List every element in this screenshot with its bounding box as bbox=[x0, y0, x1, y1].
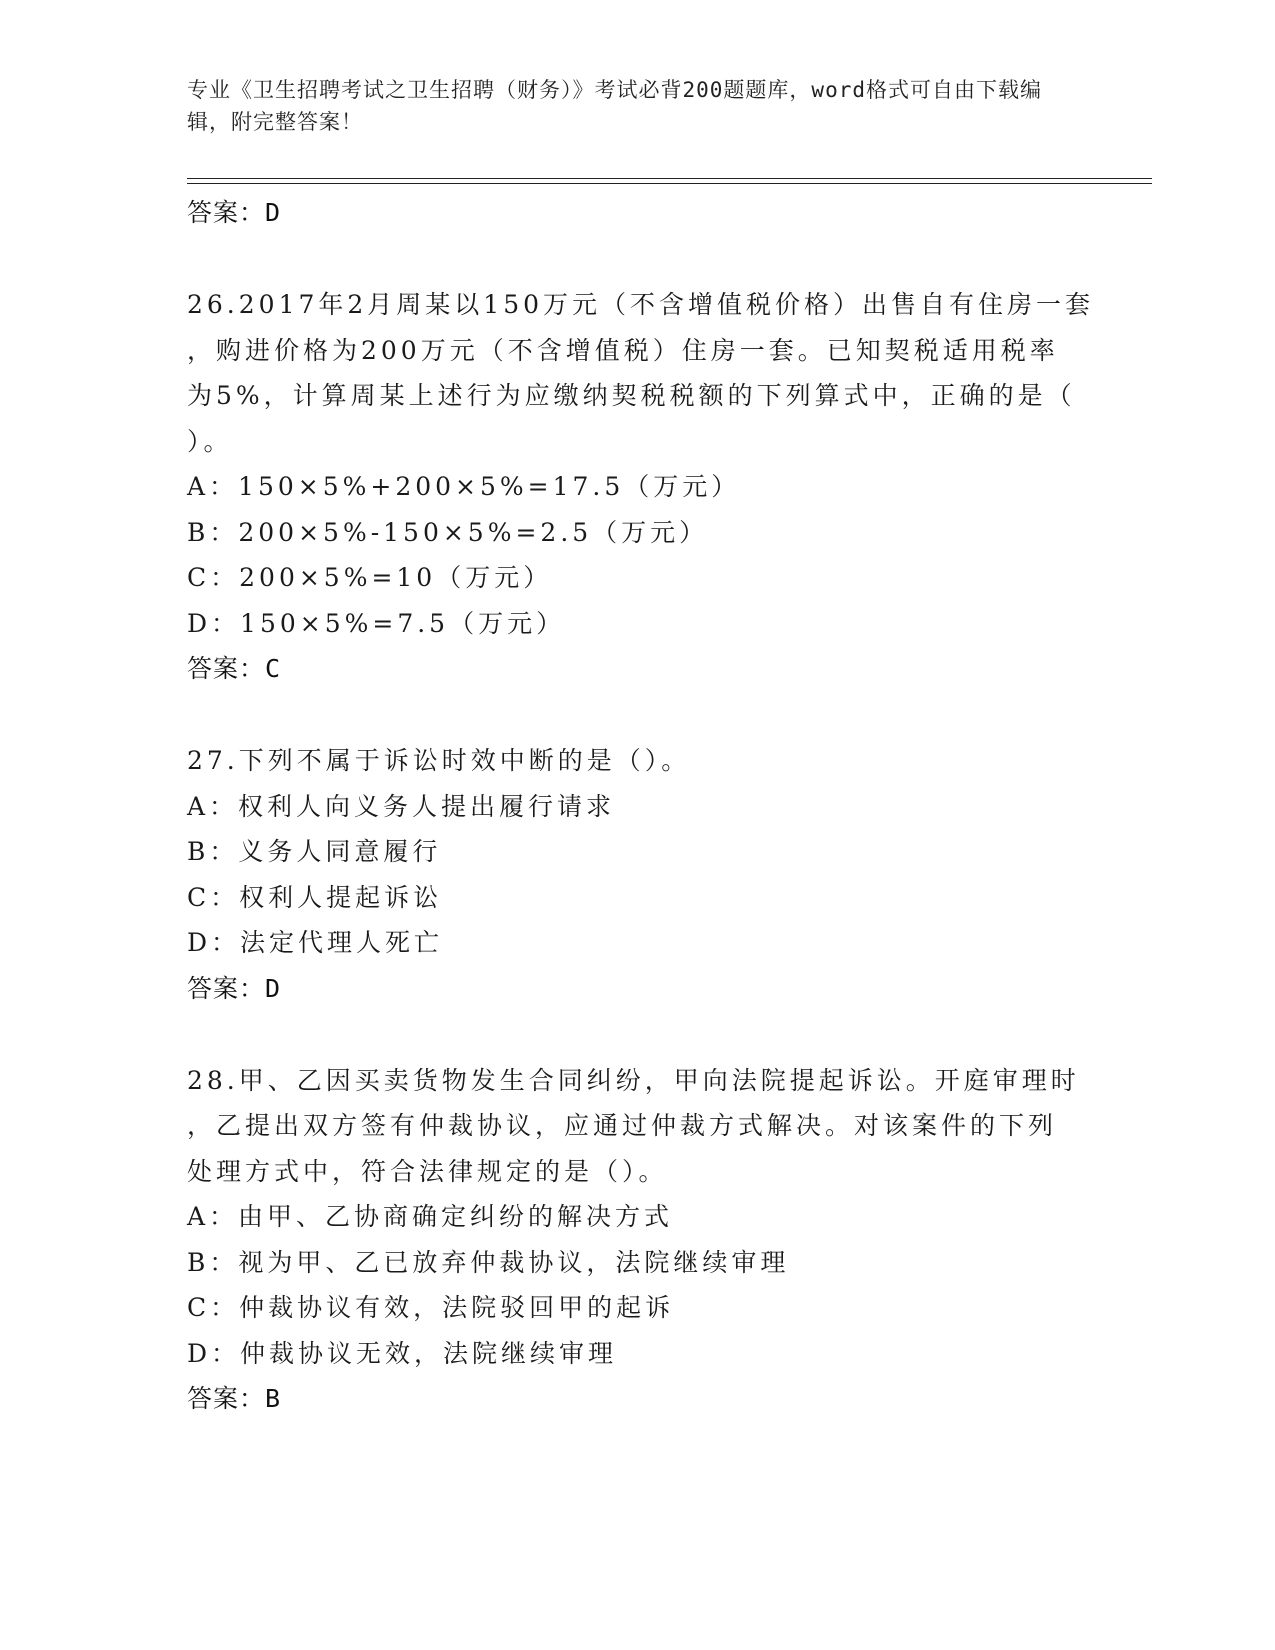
document-header: 专业《卫生招聘考试之卫生招聘（财务）》考试必背200题题库，word格式可自由下载编辑，附完整答案！ bbox=[187, 78, 1042, 134]
answer: 答案：D bbox=[187, 973, 282, 1003]
question-text-line: ）。 bbox=[187, 426, 233, 456]
answer: 答案：B bbox=[187, 1384, 282, 1413]
question-text-line: 处理方式中，符合法律规定的是（）。 bbox=[187, 1156, 668, 1186]
option-a: A：由甲、乙协商确定纠纷的解决方式 bbox=[187, 1202, 674, 1231]
spacer bbox=[187, 236, 1087, 282]
spacer bbox=[187, 692, 1087, 738]
answer: 答案：C bbox=[187, 654, 282, 683]
option-c: C：权利人提起诉讼 bbox=[187, 882, 443, 912]
option-c: C：仲裁协议有效，法院驳回甲的起诉 bbox=[187, 1293, 675, 1322]
option-a: A：150×5%+200×5%=17.5（万元） bbox=[187, 472, 741, 501]
question-text-line: 27.下列不属于诉讼时效中断的是（）。 bbox=[187, 746, 691, 775]
option-a: A：权利人向义务人提出履行请求 bbox=[187, 791, 616, 821]
question-text-line: ，乙提出双方签有仲裁协议，应通过仲裁方式解决。对该案件的下列 bbox=[187, 1111, 1058, 1140]
question-text-line: 26.2017年2月周某以150万元（不含增值税价格）出售自有住房一套 bbox=[187, 290, 1095, 319]
header-divider-bottom bbox=[187, 183, 1152, 184]
header-divider-top bbox=[187, 178, 1152, 179]
option-d: D：法定代理人死亡 bbox=[187, 928, 444, 957]
question-27 bbox=[187, 738, 1067, 1012]
option-d: D：150×5%=7.5（万元） bbox=[187, 608, 566, 638]
option-b: B：200×5%-150×5%=2.5（万元） bbox=[187, 517, 709, 547]
question-text-line: 为5%，计算周某上述行为应缴纳契税税额的下列算式中，正确的是（ bbox=[187, 381, 1076, 410]
question-text-line: ，购进价格为200万元（不含增值税）住房一套。已知契税适用税率 bbox=[187, 335, 1059, 365]
question-list bbox=[187, 190, 1095, 1422]
option-b: B：视为甲、乙已放弃仲裁协议，法院继续审理 bbox=[187, 1247, 790, 1277]
option-b: B：义务人同意履行 bbox=[187, 837, 442, 866]
option-c: C：200×5%=10（万元） bbox=[187, 563, 553, 592]
spacer bbox=[187, 1012, 1087, 1058]
previous-answer: 答案：D bbox=[187, 198, 282, 227]
question-26 bbox=[187, 282, 1095, 692]
question-text-line: 28.甲、乙因买卖货物发生合同纠纷，甲向法院提起诉讼。开庭审理时 bbox=[187, 1065, 1080, 1095]
option-d: D：仲裁协议无效，法院继续审理 bbox=[187, 1338, 618, 1368]
question-28 bbox=[187, 1058, 1080, 1423]
